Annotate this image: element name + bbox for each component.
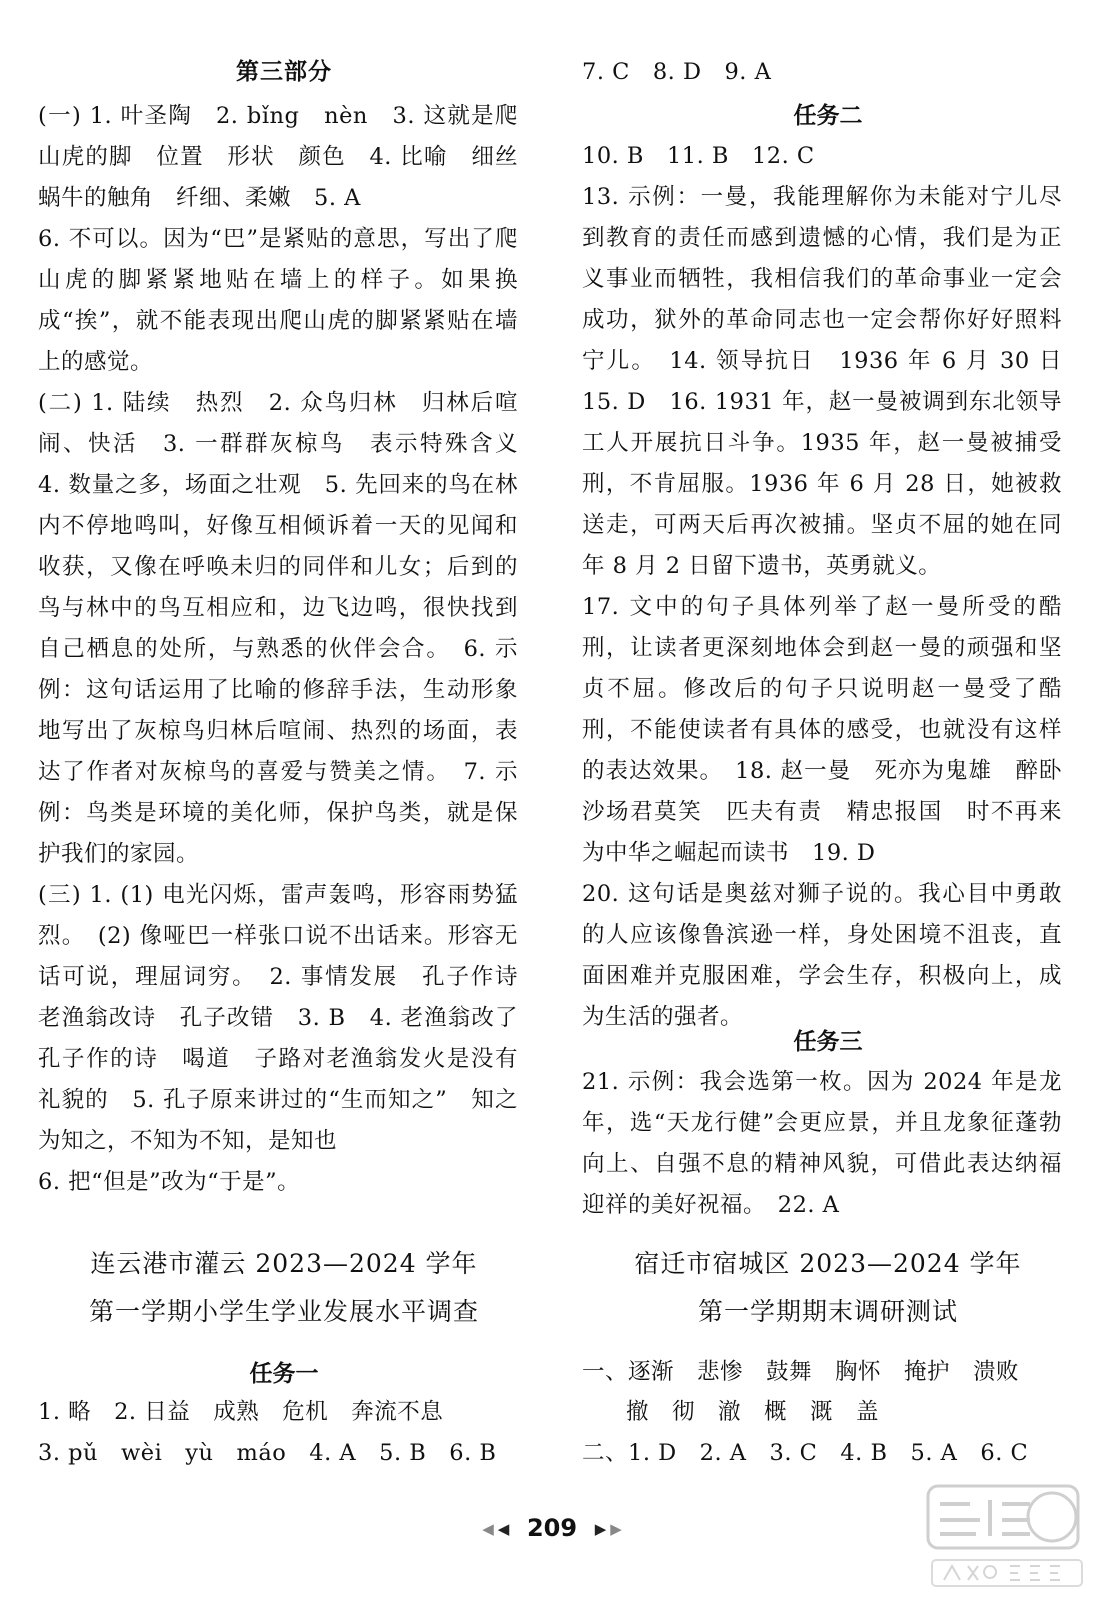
- task-heading: 任务三: [793, 1028, 863, 1055]
- answer-line: 二、1. D 2. A 3. C 4. B 5. A 6. C: [582, 1440, 1029, 1466]
- answer-line: 7. C 8. D 9. A: [582, 59, 772, 85]
- section-title: 第三部分: [236, 58, 332, 85]
- answer-block-13: 13. 示例：一曼，我能理解你为未能对宁儿尽到教育的责任而感到遗憾的心情，我们是为正义事业而牺牲，我相信我们的革命事业一定会成功，狱外的革命同志也一定会帮你好好照料宁儿。 14. 领导抗日 1936 年 6 月 30 日 15. D 16. 1931 年，赵一曼被调到东北领导工人开展抗日斗争。1935 年，赵一曼被捕受刑，不肯屈服。1936 年 6 月 28 日，她被救送走，可两天后再次被捕。坚贞不屈的她在同年 8 月 2 日留下遗书，英勇就义。: [582, 184, 1086, 579]
- answer-block-4: (三) 1. (1) 电光闪烁，雷声轰鸣，形容雨势猛烈。 (2) 像哑巴一样张口说不出话来。形容无话可说，理屈词穷。 2. 事情发展 孔子作诗 老渔翁改诗 孔子改错 3. B 4. 老渔翁改了孔子作的诗 喝道 子路对老渔翁发火是没有礼貌的 5. 孔子原来讲过的“生而知之” 知之为知之，不知为不知，是知也: [38, 882, 542, 1154]
- exam-subtitle: 第一学期小学生学业发展水平调查: [88, 1297, 479, 1326]
- answer-block-3: (二) 1. 陆续 热烈 2. 众鸟归林 归林后喧闹、快活 3. 一群群灰椋鸟 表示特殊含义 4. 数量之多，场面之壮观 5. 先回来的鸟在林内不停地鸣叫，好像互相倾诉着一天的见闻和收获，又像在呼唤未归的同伴和儿女；后到的鸟与林中的鸟互相应和，边飞边鸣，很快找到自己栖息的处所，与熟悉的伙伴会合。 6. 示例：这句话运用了比喻的修辞手法，生动形象地写出了灰椋鸟归林后喧闹、热烈的场面，表达了作者对灰椋鸟的喜爱与赞美之情。 7. 示例：鸟类是环境的美化师，保护鸟类，就是保护我们的家园。: [38, 390, 542, 867]
- answer-line: 撤 彻 澈 概 溉 盖: [626, 1399, 880, 1425]
- exam-subtitle: 第一学期期末调研测试: [697, 1297, 958, 1326]
- answer-line: 一、逐渐 悲惨 鼓舞 胸怀 掩护 溃败: [582, 1359, 1020, 1385]
- answer-block-17: 17. 文中的句子具体列举了赵一曼所受的酷刑，让读者更深刻地体会到赵一曼的顽强和坚贞不屈。修改后的句子只说明赵一曼受了酷刑，不能使读者有具体的感受，也就没有这样的表达效果。 18. 赵一曼 死亦为鬼雄 醉卧沙场君莫笑 匹夫有责 精忠报国 时不再来 为中华之崛起而读书 19. D: [582, 594, 1086, 866]
- answer-block-1: (一) 1. 叶圣陶 2. bǐng nèn 3. 这就是爬山虎的脚 位置 形状 颜色 4. 比喻 细丝 蜗牛的触角 纤细、柔嫩 5. A: [38, 103, 542, 211]
- answer-line: 10. B 11. B 12. C: [582, 143, 815, 169]
- next-page-icon: ▶: [594, 1520, 607, 1538]
- prev-page-icon: ◀: [497, 1520, 510, 1538]
- answer-line: 1. 略 2. 日益 成熟 危机 奔流不息: [38, 1399, 444, 1425]
- first-page-icon: ◀: [482, 1520, 494, 1538]
- exam-title: 连云港市灌云 2023—2024 学年: [90, 1249, 478, 1278]
- task-heading: 任务二: [793, 102, 863, 129]
- answer-block-21: 21. 示例：我会选第一枚。因为 2024 年是龙年，选“天龙行健”会更应景，并且龙象征蓬勃向上、自强不息的精神风貌，可借此表达纳福迎祥的美好祝福。 22. A: [582, 1069, 1062, 1218]
- exam-title: 宿迁市宿城区 2023—2024 学年: [634, 1249, 1022, 1278]
- page-number: 209: [526, 1514, 578, 1542]
- answer-block-2: 6. 不可以。因为“巴”是紧贴的意思，写出了爬山虎的脚紧紧地贴在墙上的样子。如果换成“挨”，就不能表现出爬山虎的脚紧紧贴在墙上的感觉。: [38, 226, 518, 375]
- answer-line: 3. pǔ wèi yù máo 4. A 5. B 6. B: [38, 1440, 497, 1466]
- watermark-logo-icon: [920, 1480, 1095, 1592]
- last-page-icon: ▶: [610, 1520, 622, 1538]
- task-heading: 任务一: [249, 1360, 319, 1387]
- answer-block-20: 20. 这句话是奥兹对狮子说的。我心目中勇敢的人应该像鲁滨逊一样，身处困境不沮丧，直面困难并克服困难，学会生存，积极向上，成为生活的强者。: [582, 881, 1062, 1030]
- answer-block-5: 6. 把“但是”改为“于是”。: [38, 1169, 301, 1195]
